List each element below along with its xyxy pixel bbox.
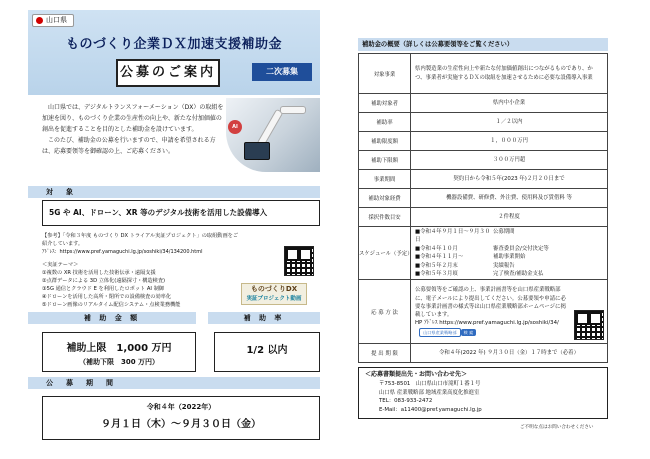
intro-paragraph: 山口県では、デジタルトランスフォーメーション（DX）の取組を加速を図り、ものづくり企業の生産性の向上や、新たな付加価値の創出を促進することを目的とした補助金を設けています。	[42, 104, 224, 133]
apply-cell	[411, 280, 608, 344]
dx-logo-top: ものづくりDX	[250, 285, 298, 293]
schedule-date: ■令和４年１０月	[415, 245, 458, 252]
search-button[interactable]: 検 索	[461, 329, 477, 336]
schedule-event: 補助事業開始	[493, 254, 526, 261]
row-value: 契約日から令和５年(2023 年)２月２０日まで	[411, 170, 608, 189]
intro-text	[42, 102, 226, 157]
contact-title: ＜応募書類提出先・お問い合わせ先＞	[365, 371, 468, 379]
list-item: ②点群データによる 3D 立体化(遠隔探寸・構造検査)	[42, 278, 166, 284]
schedule-event: 実績報告	[493, 262, 515, 269]
list-item: ③5G 通信とクラウド E を利用したロボット AI 制御	[42, 286, 164, 292]
examples-title: ＜実証テーマ＞	[42, 262, 79, 268]
apply-label: 応 募 方 法	[359, 280, 411, 344]
list-item: ①複数の XR 技術を活用した技術伝承・遠隔支援	[42, 270, 156, 276]
row-label: 補助限度額	[359, 132, 411, 151]
list-item: ⑤ドローン画像のリアルタイム配信システム・点検業務機能	[42, 302, 181, 308]
row-value: ３００万円超	[411, 151, 608, 170]
tablet-icon	[244, 142, 270, 160]
period-range: ９月１日（木）～９月３０日（金）	[101, 419, 261, 430]
target-box: 5G や AI、ドローン、XR 等のデジタル技術を活用した設備導入	[42, 200, 320, 226]
table-row	[359, 280, 608, 344]
row-value: １／２以内	[411, 113, 608, 132]
reference-text: 【参考】「令和３年度 ものづくり DX トライアル実証プロジェクト」の取組動画をご紹介しています。	[42, 233, 239, 247]
schedule-event: 公募期間	[493, 229, 515, 235]
reference-url[interactable]: ｱﾄﾞﾚｽ：https://www.pref.yamaguchi.lg.jp/soshiki/34/134200.html	[42, 249, 203, 255]
summary-page	[358, 38, 608, 419]
examples-list	[42, 261, 242, 309]
contact-box	[358, 367, 608, 419]
summary-header: 補助金の概要（詳しくは公募要領等をご覧ください）	[358, 38, 608, 51]
schedule-date: ■令和５年２月末	[415, 262, 458, 269]
row-label: 補助対象者	[359, 94, 411, 113]
ai-chip-icon: AI	[228, 120, 242, 134]
rate-heading: 補 助 率	[208, 312, 320, 324]
schedule-date: ■令和４年９月１日～９月３０日	[415, 229, 491, 244]
amount-max: 補助上限 1,000 万円	[66, 343, 172, 354]
deadline-label: 提 出 期 限	[359, 344, 411, 363]
row-label: 補助下限額	[359, 151, 411, 170]
row-label: 補助対象経費	[359, 189, 411, 208]
schedule-cell	[411, 227, 608, 280]
table-row	[359, 54, 608, 94]
flyer-page	[28, 10, 320, 450]
qr-code-icon	[284, 246, 314, 276]
row-label: 採択件数目安	[359, 208, 411, 227]
period-box	[42, 396, 320, 440]
contact-line: 〒753-8501 山口県山口市滝町１番１号	[379, 381, 481, 388]
table-row	[359, 170, 608, 189]
table-row	[359, 113, 608, 132]
row-label: 事業期間	[359, 170, 411, 189]
search-keyword[interactable]: 山口県産業戦略部	[419, 328, 461, 337]
apply-text: 公募要領等をご確認の上、事業計画書等を山口県産業戦略部に、電子メールにより提出してください。公募要領や申請に必要な事業計画書の様式等は山口県産業戦略部ホームページに掲載しています。	[415, 287, 566, 318]
schedule-list	[415, 228, 603, 278]
table-row	[359, 151, 608, 170]
row-value: ２件程度	[411, 208, 608, 227]
table-row	[359, 227, 608, 280]
period-heading: 公 募 期 間	[28, 377, 320, 389]
hero-banner	[28, 10, 320, 95]
summary-table	[358, 53, 608, 363]
table-row	[359, 208, 608, 227]
intro-paragraph: このたび、補助金の公募を行いますので、申請を希望される方は、応募要領等を御確認の上、ご応募ください。	[42, 137, 216, 155]
rate-box: 1/2 以内	[214, 332, 320, 372]
schedule-date: ■令和５年３月頃	[415, 271, 458, 278]
contact-line: TEL：083-933-2472	[379, 398, 433, 405]
amount-min: （補助下限 300 万円）	[78, 358, 160, 366]
deadline-value: 令和４年(2022 年) ９月３０日（金）１７時まで（必着）	[411, 344, 608, 363]
table-row	[359, 94, 608, 113]
amount-box	[42, 332, 196, 372]
table-row	[359, 132, 608, 151]
prefecture-emblem-icon	[36, 17, 43, 24]
table-row	[359, 344, 608, 363]
schedule-event: 審査委員会/交付決定等	[493, 245, 549, 252]
reference-note	[42, 232, 242, 256]
dx-project-logo	[241, 283, 307, 305]
footnote: ご不明な点はお問い合わせください	[520, 425, 594, 430]
schedule-date: ■令和４年１１月～	[415, 254, 464, 261]
row-value: 機器設備費、研修費、外注費、使用料及び賃借料 等	[411, 189, 608, 208]
amount-heading: 補 助 金 額	[28, 312, 196, 324]
row-value: 県内中小企業	[411, 94, 608, 113]
contact-line[interactable]: E-Mail：a11400@pref.yamaguchi.lg.jp	[379, 406, 482, 413]
prefecture-badge	[32, 14, 74, 27]
schedule-event: 完了検査/補助金支払	[493, 271, 544, 278]
period-year: 令和４年（2022年）	[146, 403, 216, 411]
apply-hp-url[interactable]: HP ｱﾄﾞﾚｽ https://www.pref.yamaguchi.lg.jp/soshiki/34/	[415, 320, 559, 327]
robot-gripper-icon	[280, 106, 306, 114]
row-value: １，０００万円	[411, 132, 608, 151]
search-box[interactable]	[415, 328, 571, 337]
prefecture-name: 山口県	[46, 16, 67, 24]
dx-logo-bottom: 実証プロジェクト動画	[246, 296, 302, 302]
qr-code-icon	[574, 310, 604, 340]
list-item: ④ドローンを活用した高所・閉所での設備検査の効率化	[42, 294, 172, 300]
round-badge: 二次募集	[252, 63, 312, 81]
robot-arm-photo	[226, 98, 320, 172]
subtitle-box: 公募のご案内	[116, 59, 220, 87]
row-value: 県内製造業の生産性向上や新たな付加価値創出につながるものであり、かつ、事業者が実施するＤＸの取組を加速させるために必要な設備導入事業	[411, 54, 608, 94]
schedule-label: スケジュール（予定）	[359, 227, 411, 280]
row-label: 補助率	[359, 113, 411, 132]
contact-line: 山口県 産業戦略部 地域産業高度化推進室	[379, 389, 480, 396]
table-row	[359, 189, 608, 208]
row-label: 対象事業	[359, 54, 411, 94]
page-title: ものづくり企業ＤＸ加速支援補助金	[65, 37, 282, 52]
target-heading: 対 象	[28, 186, 320, 198]
